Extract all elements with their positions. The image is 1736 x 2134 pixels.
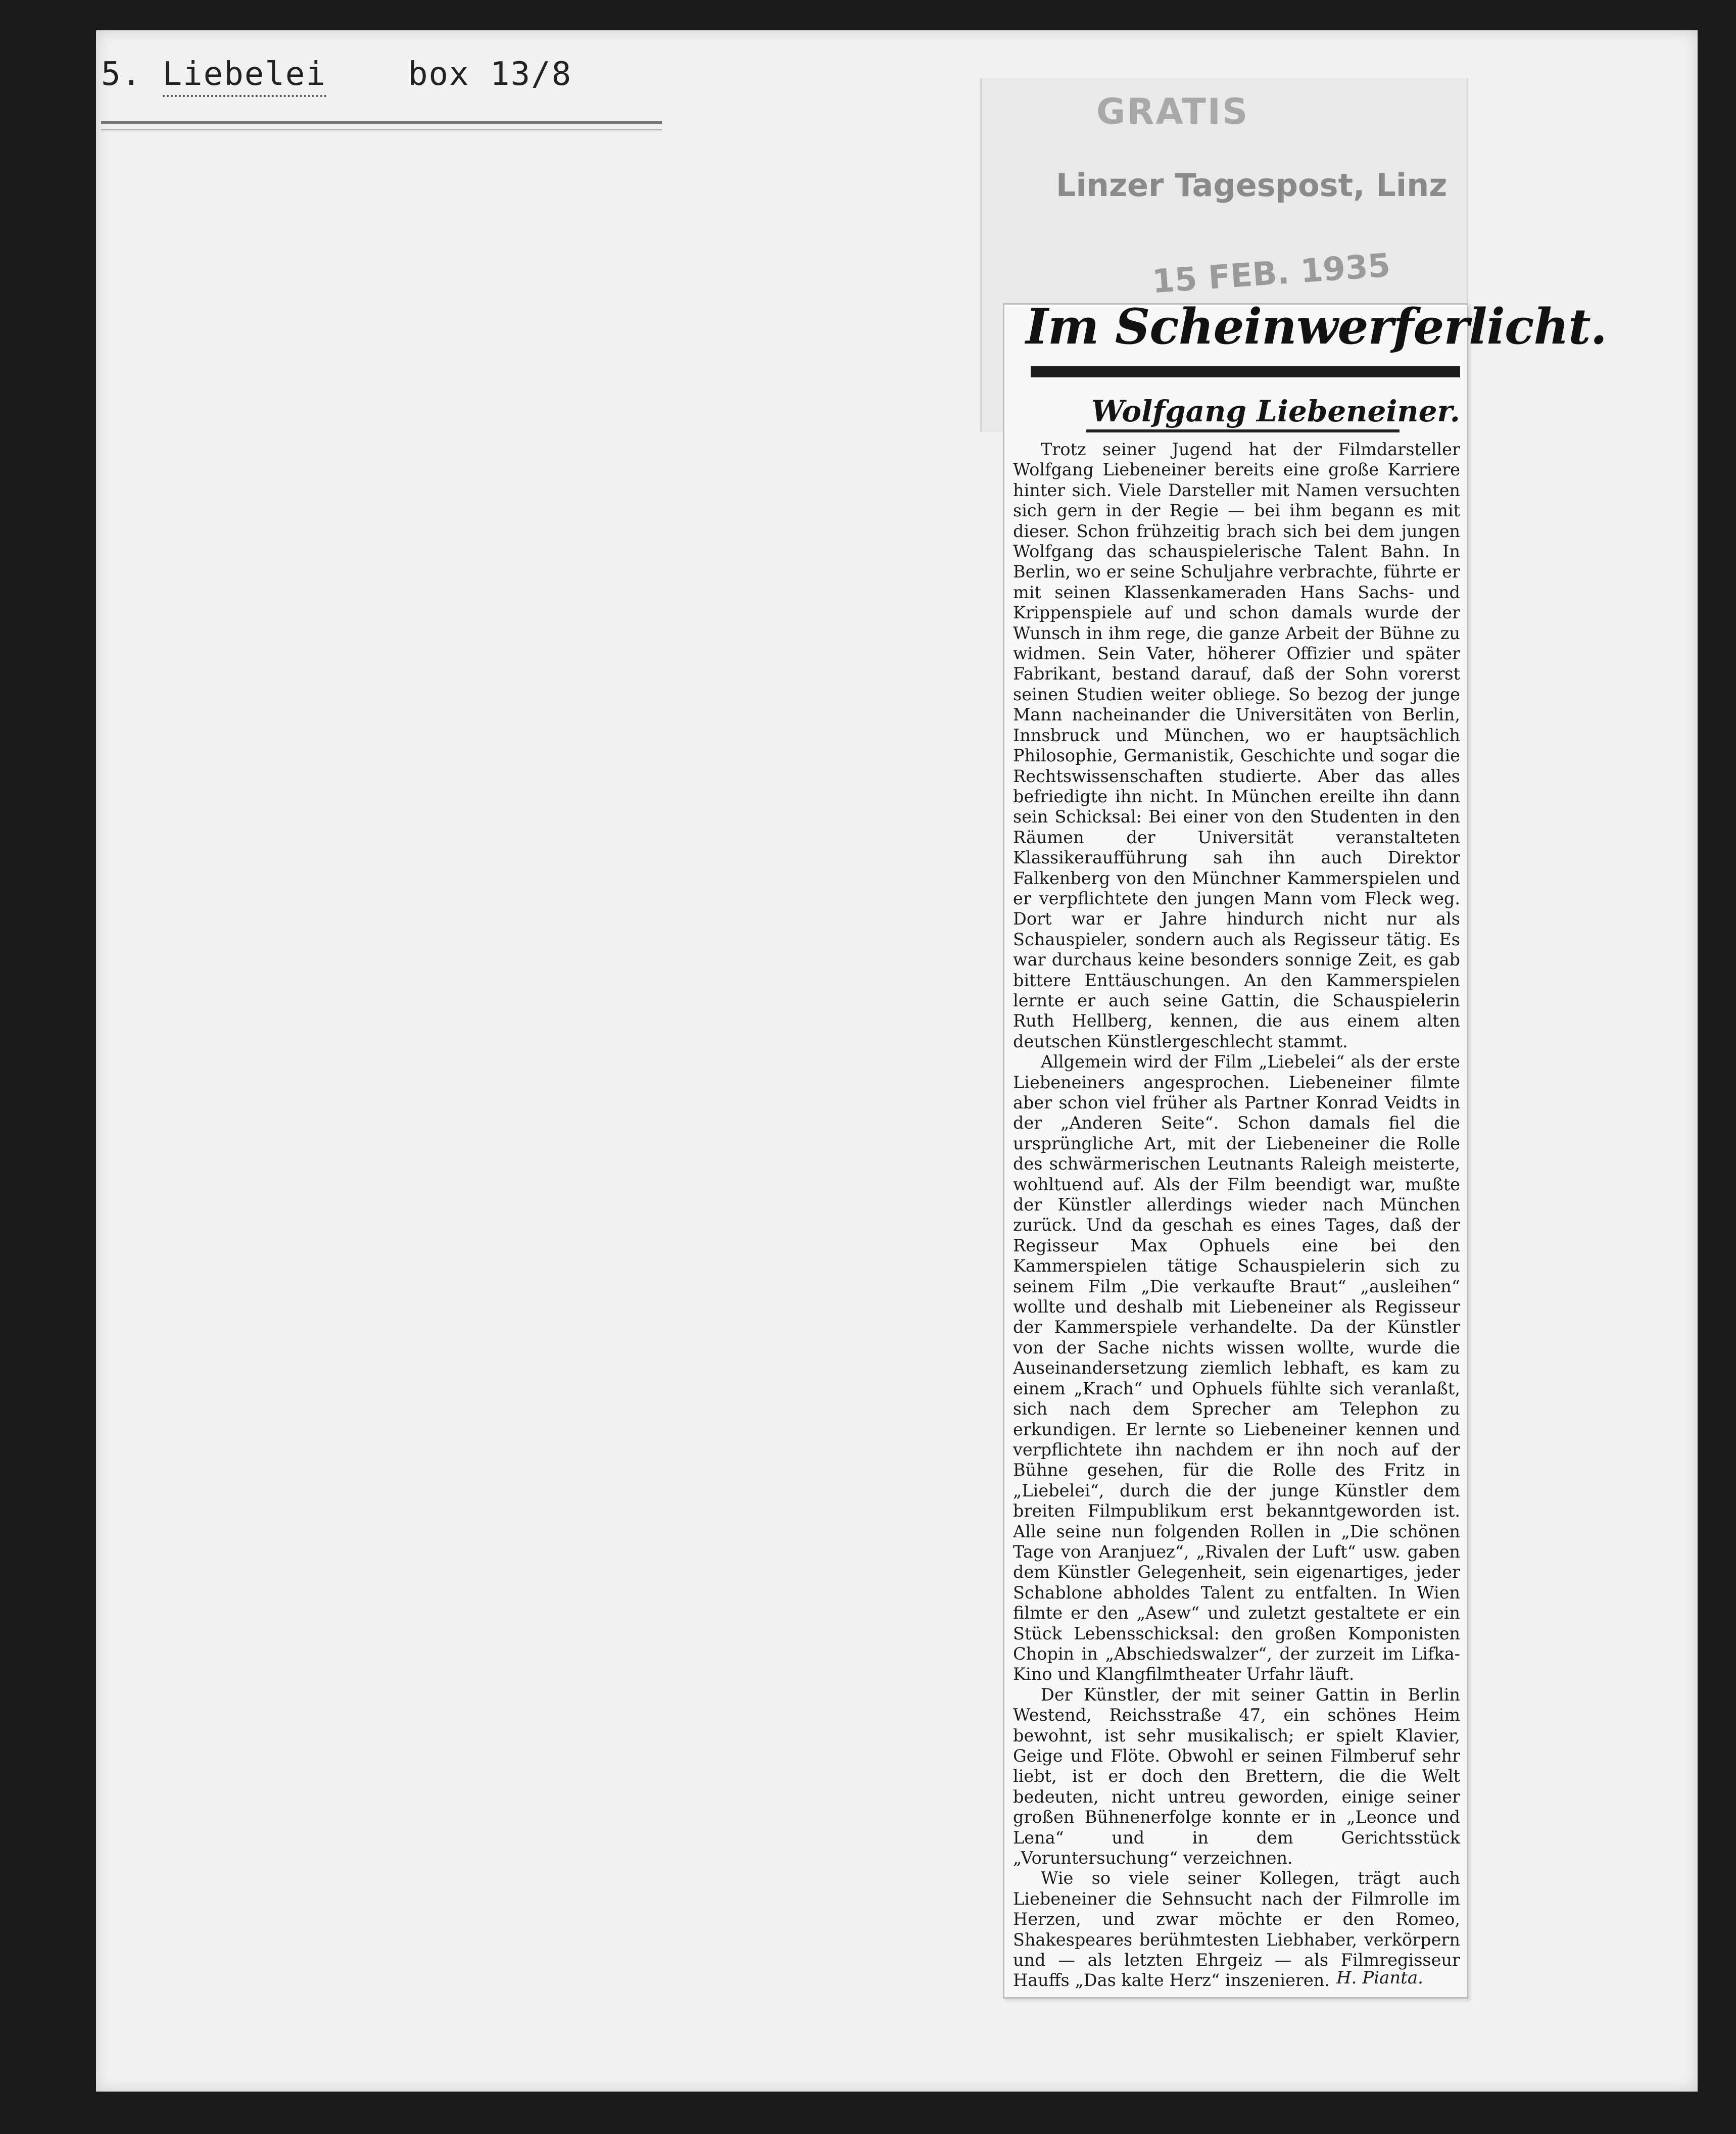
- stamp-gratis: GRATIS: [1096, 91, 1249, 132]
- article-paragraph: Trotz seiner Jugend hat der Filmdarsteller Wolfgang Liebeneiner bereits eine große Karriere hinter sich. Viele Darsteller mit Namen versuchten sich gern in der Regie — bei ihm begann es mit dieser. Schon frühzeitig brach sich bei dem jungen Wolfgang das schauspielerische Talent Bahn. In Berlin, wo er seine Schuljahre verbrachte, führte er mit seinen Klassenkameraden Hans Sachs- und Krippenspiele auf und schon damals wurde der Wunsch in ihm rege, die ganze Arbeit der Bühne zu widmen. Sein Vater, höherer Offizier und später Fabrikant, bestand darauf, daß der Sohn vorerst seinen Studien weiter obliege. So bezog der junge Mann nacheinander die Universitäten von Berlin, Innsbruck und München, wo er hauptsächlich Philosophie, Germanistik, Geschichte und sogar die Rechtswissenschaften studierte. Aber das alles befriedigte ihn nicht. In München ereilte ihn dann sein Schicksal: Bei einer von den Studenten in den Räumen der Universität veranstalteten Klassikeraufführung sah ihn auch Direktor Falkenberg von den Münchner Kammerspielen und er verpflichtete den jungen Mann vom Fleck weg. Dort war er Jahre hindurch nicht nur als Schauspieler, sondern auch als Regisseur tätig. Es war durchaus keine besonders sonnige Zeit, es gab bittere Enttäuschungen. An den Kammerspielen lernte er auch seine Gattin, die Schauspielerin Ruth Hellberg, kennen, die aus einem alten deutschen Künstlergeschlecht stammt.: [1013, 440, 1460, 1051]
- header-rule: [101, 121, 662, 124]
- label-title: Liebelei: [163, 56, 326, 97]
- label-box: box 13/8: [408, 56, 572, 93]
- headline-bar: [1031, 366, 1460, 377]
- header-rule-secondary: [101, 129, 662, 130]
- stamp-date: 15 FEB. 1935: [1150, 247, 1392, 301]
- label-number: 5.: [101, 56, 142, 93]
- article-paragraph: Der Künstler, der mit seiner Gattin in Berlin Westend, Reichsstraße 47, ein schönes Heim bewohnt, ist sehr musikalisch; er spielt Klavier, Geige und Flöte. Obwohl er seinen Filmberuf sehr liebt, ist er doch den Brettern, die die Welt bedeuten, nicht untreu geworden, einige seiner großen Bühnenerfolge konnte er in „Leonce und Lena“ und in dem Gerichtsstück „Voruntersuchung“ verzeichnen.: [1013, 1684, 1460, 1868]
- article-author: H. Pianta.: [1336, 1968, 1423, 1988]
- archive-label: [101, 56, 572, 93]
- subhead-underline: [1086, 429, 1400, 432]
- article-paragraph: Wie so viele seiner Kollegen, trägt auch Liebeneiner die Sehnsucht nach der Filmrolle im Herzen, und zwar möchte er den Romeo, Shakespeares berühmtesten Liebhaber, verkörpern und — als letzten Ehrgeiz — als Filmregisseur Hauffs „Das kalte Herz“ inszenieren.: [1013, 1868, 1460, 1991]
- clipping-subhead: Wolfgang Liebeneiner.: [1091, 394, 1460, 428]
- stamp-newspaper: Linzer Tagespost, Linz: [1056, 167, 1448, 204]
- article-paragraph: Allgemein wird der Film „Liebelei“ als der erste Liebeneiners angesprochen. Liebeneiner filmte aber schon viel früher als Partner Konrad Veidts in der „Anderen Seite“. Schon damals fiel die ursprüngliche Art, mit der Liebeneiner die Rolle des schwärmerischen Leutnants Raleigh meisterte, wohltuend auf. Als der Film beendigt war, mußte der Künstler allerdings wieder nach München zurück. Und da geschah es eines Tages, daß der Regisseur Max Ophuels eine bei den Kammerspielen tätige Schauspielerin sich zu seinem Film „Die verkaufte Braut“ „ausleihen“ wollte und deshalb mit Liebeneiner als Regisseur der Kammerspiele verhandelte. Da der Künstler von der Sache nichts wissen wollte, wurde die Auseinandersetzung ziemlich lebhaft, es kam zu einem „Krach“ und Ophuels fühlte sich veranlaßt, sich nach dem Sprecher am Telephon zu erkundigen. Er lernte so Liebeneiner kennen und verpflichtete ihn nachdem er ihn noch auf der Bühne gesehen, für die Rolle des Fritz in „Liebelei“, durch die der junge Künstler dem breiten Filmpublikum erst bekanntgeworden ist. Alle seine nun folgenden Rollen in „Die schönen Tage von Aranjuez“, „Rivalen der Luft“ usw. gaben dem Künstler Gelegenheit, sein eigenartiges, jeder Schablone abholdes Talent zu entfalten. In Wien filmte er den „Asew“ und zuletzt gestaltete er ein Stück Lebensschicksal: den großen Komponisten Chopin in „Abschiedswalzer“, der zurzeit im Lifka-Kino und Klangfilmtheater Urfahr läuft.: [1013, 1052, 1460, 1684]
- clipping-headline: Im Scheinwerferlicht.: [1026, 298, 1607, 355]
